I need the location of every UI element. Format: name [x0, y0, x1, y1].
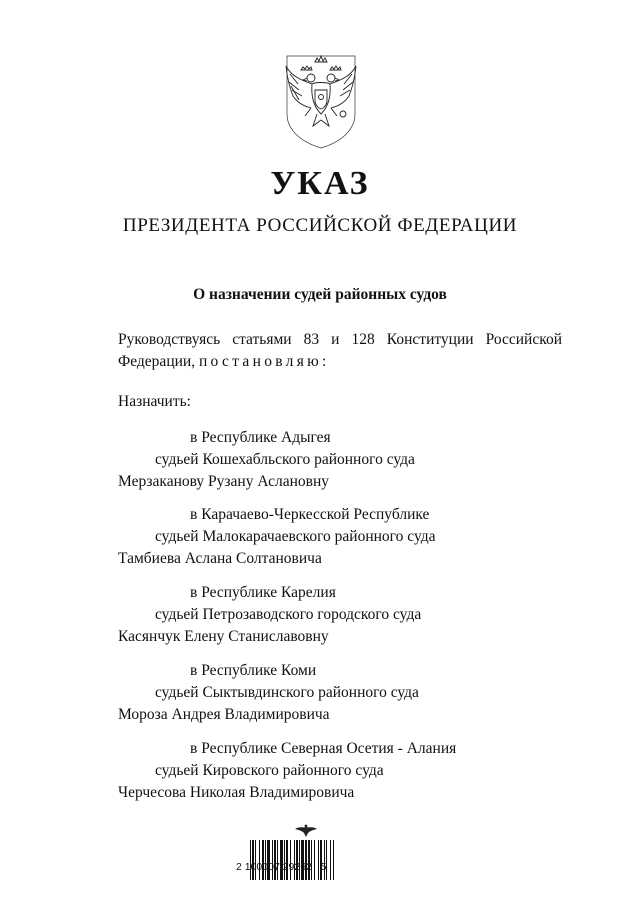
document-title: УКАЗ	[270, 165, 370, 202]
appointment-position: судьей Кировского районного суда	[155, 762, 384, 779]
appointment-region: в Республике Северная Осетия - Алания	[190, 740, 457, 757]
appoint-label: Назначить:	[118, 393, 191, 410]
appointment-position: судьей Малокарачаевского районного суда	[155, 528, 436, 545]
barcode-number: 2 100007 29262 5	[236, 861, 327, 873]
coat-of-arms-icon	[281, 52, 361, 150]
preamble-line-2	[118, 352, 330, 372]
preamble-line-1: Руководствуясь статьями 83 и 128 Конституции Российской	[118, 331, 562, 348]
appointment-person: Мороза Андрея Владимировича	[118, 706, 330, 723]
appointment-person: Тамбиева Аслана Солтановича	[118, 550, 322, 567]
appointment-region: в Республике Адыгея	[190, 429, 331, 446]
appointment-person: Мерзаканову Рузану Аслановну	[118, 473, 330, 490]
appointment-region: в Республике Коми	[190, 662, 317, 679]
appointment-position: судьей Кошехабльского районного суда	[155, 451, 415, 468]
eagle-mark-icon	[294, 824, 318, 838]
barcode-icon	[250, 840, 362, 880]
appointment-position: судьей Сыктывдинского районного суда	[155, 684, 419, 701]
preamble-verb: постановляю:	[198, 353, 330, 370]
appointment-person: Черчесова Николая Владимировича	[118, 784, 355, 801]
decree-heading: О назначении судей районных судов	[193, 286, 447, 303]
preamble-prefix: Федерации,	[118, 353, 196, 370]
appointment-person: Касянчук Елену Станиславовну	[118, 628, 329, 645]
document-subtitle: ПРЕЗИДЕНТА РОССИЙСКОЙ ФЕДЕРАЦИИ	[122, 215, 518, 236]
appointment-position: судьей Петрозаводского городского суда	[155, 606, 422, 623]
barcode	[236, 822, 376, 886]
appointment-region: в Республике Карелия	[190, 584, 336, 601]
appointment-region: в Карачаево-Черкесской Республике	[190, 506, 430, 523]
